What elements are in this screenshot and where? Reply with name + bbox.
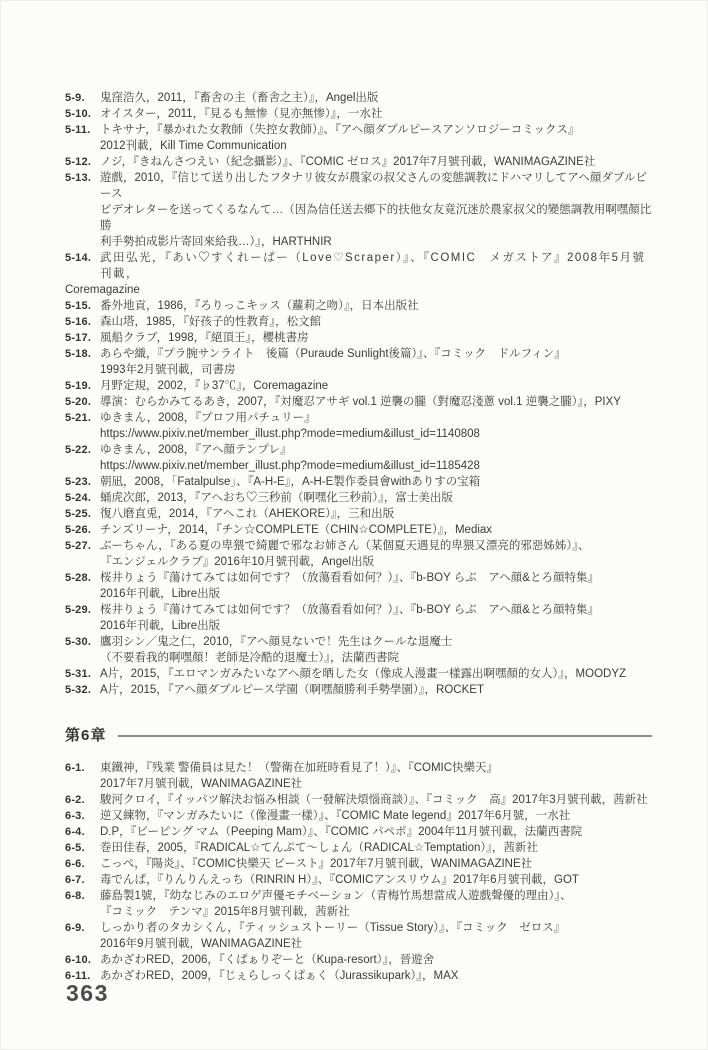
entry-body <box>100 538 652 570</box>
entry-body <box>100 808 652 824</box>
entry-line: 巻田佳春，2005，『RADICAL☆てんぷて～しょん（RADICAL☆Temptation）』，茜新社 <box>100 842 538 854</box>
reference-entry <box>65 410 652 442</box>
entry-body <box>100 522 652 538</box>
entry-number: 5-20. <box>65 396 92 408</box>
section <box>65 726 652 984</box>
entry-number: 5-30. <box>65 636 92 648</box>
entry-line: あかざわRED，2009，『じぇらしっくぱぁく（Jurassikupark）』，MAX <box>100 970 459 982</box>
entry-line: チンズリーナ，2014，『チン☆COMPLETE（CHIN☆COMPLETE）』，Mediax <box>100 524 493 536</box>
entry-number: 5-10. <box>65 108 92 120</box>
entry-body <box>100 824 652 840</box>
entry-number: 6-5. <box>65 842 85 854</box>
entry-number: 5-13. <box>65 172 92 184</box>
reference-list <box>65 90 652 984</box>
entry-line: Coremagazine <box>65 284 140 296</box>
entry-line: オイスター，2011，『見るも無惨（見亦無惨）』，一水社 <box>100 108 383 120</box>
entry-body <box>100 760 652 792</box>
reference-entry <box>65 250 652 298</box>
entry-number: 5-28. <box>65 572 92 584</box>
entry-body <box>100 298 652 314</box>
entry-number: 5-26. <box>65 524 92 536</box>
entry-line: 遊戲，2010，『信じて送り出したフタナリ彼女が農家の叔父さんの変態調教にドハマリしてアヘ顔ダブルピース <box>100 172 647 200</box>
entry-body <box>100 952 652 968</box>
entry-number: 5-17. <box>65 332 92 344</box>
entry-line: 桜井りょう『蕩けてみては如何です？（放蕩看看如何？）』、『b-BOY らぶ アヘ顔&とろ顔特集』 <box>100 604 599 616</box>
entry-body <box>100 314 652 330</box>
reference-entry <box>65 474 652 490</box>
entry-number: 5-24. <box>65 492 92 504</box>
reference-entry <box>65 792 652 808</box>
entry-body <box>100 90 652 106</box>
entry-line: こっぺ，『陽炎』、『COMIC快樂天 ビースト』2017年7月號刊載，WANIMAGAZINE社 <box>100 858 533 870</box>
reference-entry <box>65 538 652 570</box>
reference-entry <box>65 840 652 856</box>
reference-entry <box>65 666 652 682</box>
entry-number: 5-32. <box>65 684 92 696</box>
entry-body <box>100 330 652 346</box>
reference-entry <box>65 634 652 666</box>
entry-body <box>100 920 652 952</box>
entry-line: 朝凪，2008，「Fatalpulse」、『A-H-E』，A-H-E製作委員會withありすの宝箱 <box>100 476 481 488</box>
entry-line: 鬼窪浩久，2011，『畜舎の主（畜舎之主）』，Angel出版 <box>100 92 379 104</box>
entry-line: 風船クラブ，1998，『絕頂王』，櫻桃書房 <box>100 332 309 344</box>
entry-line: 逆又練物，『マンガみたいに（像漫畫一樣）』、『COMIC Mate legend』2017年6月號，一水社 <box>100 810 571 822</box>
reference-entry <box>65 90 652 106</box>
entry-line: （不要看我的啊嘿顏！老師是冷酷的退魔士）』，法蘭西書院 <box>100 652 399 664</box>
entry-line: 森山塔，1985，『好孩子的性教育』，松文館 <box>100 316 322 328</box>
entry-line: 藤島製1號，『幼なじみのエロゲ声優モチベーション（青梅竹馬想當成人遊戲聲優的理由）』、 <box>100 890 572 902</box>
entry-body <box>100 682 652 698</box>
entry-number: 6-1. <box>65 762 85 774</box>
entry-body <box>100 888 652 920</box>
entry-body <box>100 840 652 856</box>
entry-line: 鷹羽シン／鬼之仁，2010，『アヘ顔見ないで！先生はクールな退魔士 <box>100 636 453 648</box>
reference-entry <box>65 808 652 824</box>
reference-entry <box>65 506 652 522</box>
entry-body <box>100 474 652 490</box>
entry-line: 『コミック テンマ』2015年8月號刊載，茜新社 <box>100 906 350 918</box>
entry-number: 6-4. <box>65 826 85 838</box>
entry-line: 番外地貢，1986，『ろりっこキッス（蘿莉之吻）』，日本出版社 <box>100 300 419 312</box>
page-number: 363 <box>66 980 109 1006</box>
entry-line: ビデオレターを送ってくるなんて…（因為信任送去鄉下的扶他女友竟沉迷於農家叔父的變態調教用啊嘿顏比勝 <box>100 204 652 232</box>
entry-body <box>100 666 652 682</box>
entry-number: 5-12. <box>65 156 92 168</box>
entry-line: ぶーちゃん，『ある夏の卑猥で綺麗で邪なお姉さん（某個夏天遇見的卑猥又漂亮的邪惡姊姊）』、 <box>100 540 590 552</box>
section-heading <box>65 726 652 746</box>
entry-line: 桜井りょう『蕩けてみては如何です？（放蕩看看如何？）』、『b-BOY らぶ アヘ顔&とろ顔特集』 <box>100 572 599 584</box>
reference-entry <box>65 872 652 888</box>
reference-entry <box>65 490 652 506</box>
entry-number: 5-31. <box>65 668 92 680</box>
reference-entry <box>65 856 652 872</box>
entry-number: 5-25. <box>65 508 92 520</box>
section-heading-label: 第6章 <box>65 727 107 744</box>
entry-line: 2016年刊載，Libre出版 <box>100 620 221 632</box>
entry-body <box>100 570 652 602</box>
entry-body <box>100 634 652 666</box>
entry-line: ゆきまん，2008，『アヘ顔テンプレ』 <box>100 444 292 456</box>
section-heading-rule <box>118 735 652 737</box>
reference-entry <box>65 760 652 792</box>
entry-number: 6-6. <box>65 858 85 870</box>
entry-number: 5-23. <box>65 476 92 488</box>
reference-entry <box>65 394 652 410</box>
reference-entry <box>65 106 652 122</box>
entry-body <box>100 410 652 442</box>
reference-entry <box>65 170 652 250</box>
entry-number: 5-19. <box>65 380 92 392</box>
entry-line: しっかり者のタカシくん，『ティッシュストーリー（Tissue Story）』、『コミック ゼロス』 <box>100 922 566 934</box>
reference-entry <box>65 442 652 474</box>
reference-entry <box>65 824 652 840</box>
entry-line: 2012刊載，Kill Time Communication <box>100 140 287 152</box>
entry-line: ゆきまん，2008，『プロフ用パチュリー』 <box>100 412 316 424</box>
entry-line: 毒でんぱ，『りんりんえっち（RINRIN H）』、『COMICアンスリウム』2017年6月號刊載，GOT <box>100 874 579 886</box>
entry-number: 5-16. <box>65 316 92 328</box>
entry-line: 復八磨直兎，2014，『アヘこれ（AHEKORE）』，三和出版 <box>100 508 395 520</box>
entry-body <box>100 968 652 984</box>
entry-line: トキサナ，『暴かれた女教師（失控女教師）』、『アヘ顔ダブルピースアンソロジーコミックス』 <box>100 124 580 136</box>
reference-entry <box>65 968 652 984</box>
reference-entry <box>65 920 652 952</box>
reference-entry <box>65 570 652 602</box>
entry-line: https://www.pixiv.net/member_illust.php?mode=medium&illust_id=1140808 <box>100 428 480 440</box>
entry-line: 2017年7月號刊載，WANIMAGAZINE社 <box>100 778 303 790</box>
entry-number: 6-10. <box>65 954 92 966</box>
entry-line: 蛹虎次郎，2013，『アヘおち♡三秒前（啊嘿化三秒前）』，富士美出版 <box>100 492 453 504</box>
entry-line: A片，2015，『エロマンガみたいなアヘ顔を晒した女（像成人漫畫一樣露出啊嘿顏的女人）』，MOODYZ <box>100 668 627 680</box>
entry-number: 5-18. <box>65 348 92 360</box>
entry-number: 6-9. <box>65 922 85 934</box>
reference-entry <box>65 330 652 346</box>
reference-entry <box>65 378 652 394</box>
entry-line: 東鐵神，『残業 警備員は見た！（警衛在加班時看見了！）』、『COMIC快樂天』 <box>100 762 499 774</box>
entry-line: 武田弘光，『あい♡すくれーぱー（Love♡Scraper）』、『COMIC メガストア』2008年5月號刊載， <box>100 252 646 280</box>
entry-body <box>100 346 652 378</box>
entry-line: 『エンジェルクラブ』2016年10月號刊載，Angel出版 <box>100 556 375 568</box>
entry-line: ノジ，『きねんさつえい（紀念攝影）』、『COMIC ゼロス』2017年7月號刊載，WANIMAGAZINE社 <box>100 156 596 168</box>
entry-body <box>100 154 652 170</box>
entry-line: 2016年9月號刊載，WANIMAGAZINE社 <box>100 938 303 950</box>
entry-line: 1993年2月號刊載，司書房 <box>100 364 236 376</box>
entry-body <box>100 106 652 122</box>
reference-entry <box>65 154 652 170</box>
entry-number: 6-2. <box>65 794 85 806</box>
reference-entry <box>65 522 652 538</box>
entry-number: 5-22. <box>65 444 92 456</box>
entry-number: 5-9. <box>65 92 85 104</box>
reference-entry <box>65 346 652 378</box>
entry-body <box>100 170 652 250</box>
entry-number: 5-21. <box>65 412 92 424</box>
reference-entry <box>65 888 652 920</box>
reference-entry <box>65 122 652 154</box>
entry-body <box>100 378 652 394</box>
entry-number: 5-11. <box>65 124 91 136</box>
entry-number: 5-27. <box>65 540 92 552</box>
entry-line: 月野定規，2002，『♭37℃』，Coremagazine <box>100 380 329 392</box>
entry-line: D.P，『ピーピング マム（Peeping Mam）』、『COMIC パペポ』2004年11月號刊載，法蘭西書院 <box>100 826 583 838</box>
entry-line: あかざわRED，2006，『くぱぁりぞーと（Kupa-resort）』，晉遊舍 <box>100 954 435 966</box>
reference-entry <box>65 952 652 968</box>
entry-line: 駿河クロイ，『イッパツ解決お悩み相談（一發解決煩惱商談）』、『コミック 高』2017年3月號刊載，茜新社 <box>100 794 648 806</box>
entry-number: 6-7. <box>65 874 85 886</box>
entry-number: 6-8. <box>65 890 85 902</box>
reference-entry <box>65 314 652 330</box>
entry-body <box>100 856 652 872</box>
entry-line: 利手勢拍成影片寄回來給我…）』，HARTHNIR <box>100 236 332 248</box>
entry-body <box>100 122 652 154</box>
entry-line: https://www.pixiv.net/member_illust.php?mode=medium&illust_id=1185428 <box>100 460 480 472</box>
entry-body <box>100 490 652 506</box>
entry-line: 導演：むらかみてるあき，2007，『対魔忍アサギ vol.1 逆襲の朧（對魔忍淺蔥 vol.1 逆襲之朧）』，PIXY <box>100 396 621 408</box>
entry-number: 5-14. <box>65 252 92 264</box>
reference-entry <box>65 298 652 314</box>
entry-body <box>100 872 652 888</box>
entry-body <box>100 602 652 634</box>
entry-number: 5-15. <box>65 300 92 312</box>
entry-body <box>100 442 652 474</box>
entry-body <box>100 506 652 522</box>
entry-number: 5-29. <box>65 604 92 616</box>
entry-body <box>100 792 652 808</box>
entry-line: A片，2015，『アヘ顔ダブルピース学園（啊嘿顏勝利手勢學園）』，ROCKET <box>100 684 484 696</box>
entry-number: 6-11. <box>65 970 91 982</box>
reference-entry <box>65 682 652 698</box>
entry-line: あらや織，『プラ腕サンライト 後篇（Puraude Sunlight後篇）』、『コミック ドルフィン』 <box>100 348 566 360</box>
entry-line: 2016年刊載，Libre出版 <box>100 588 221 600</box>
entry-number: 6-3. <box>65 810 85 822</box>
reference-entry <box>65 602 652 634</box>
entry-body <box>100 394 652 410</box>
section <box>65 90 652 698</box>
